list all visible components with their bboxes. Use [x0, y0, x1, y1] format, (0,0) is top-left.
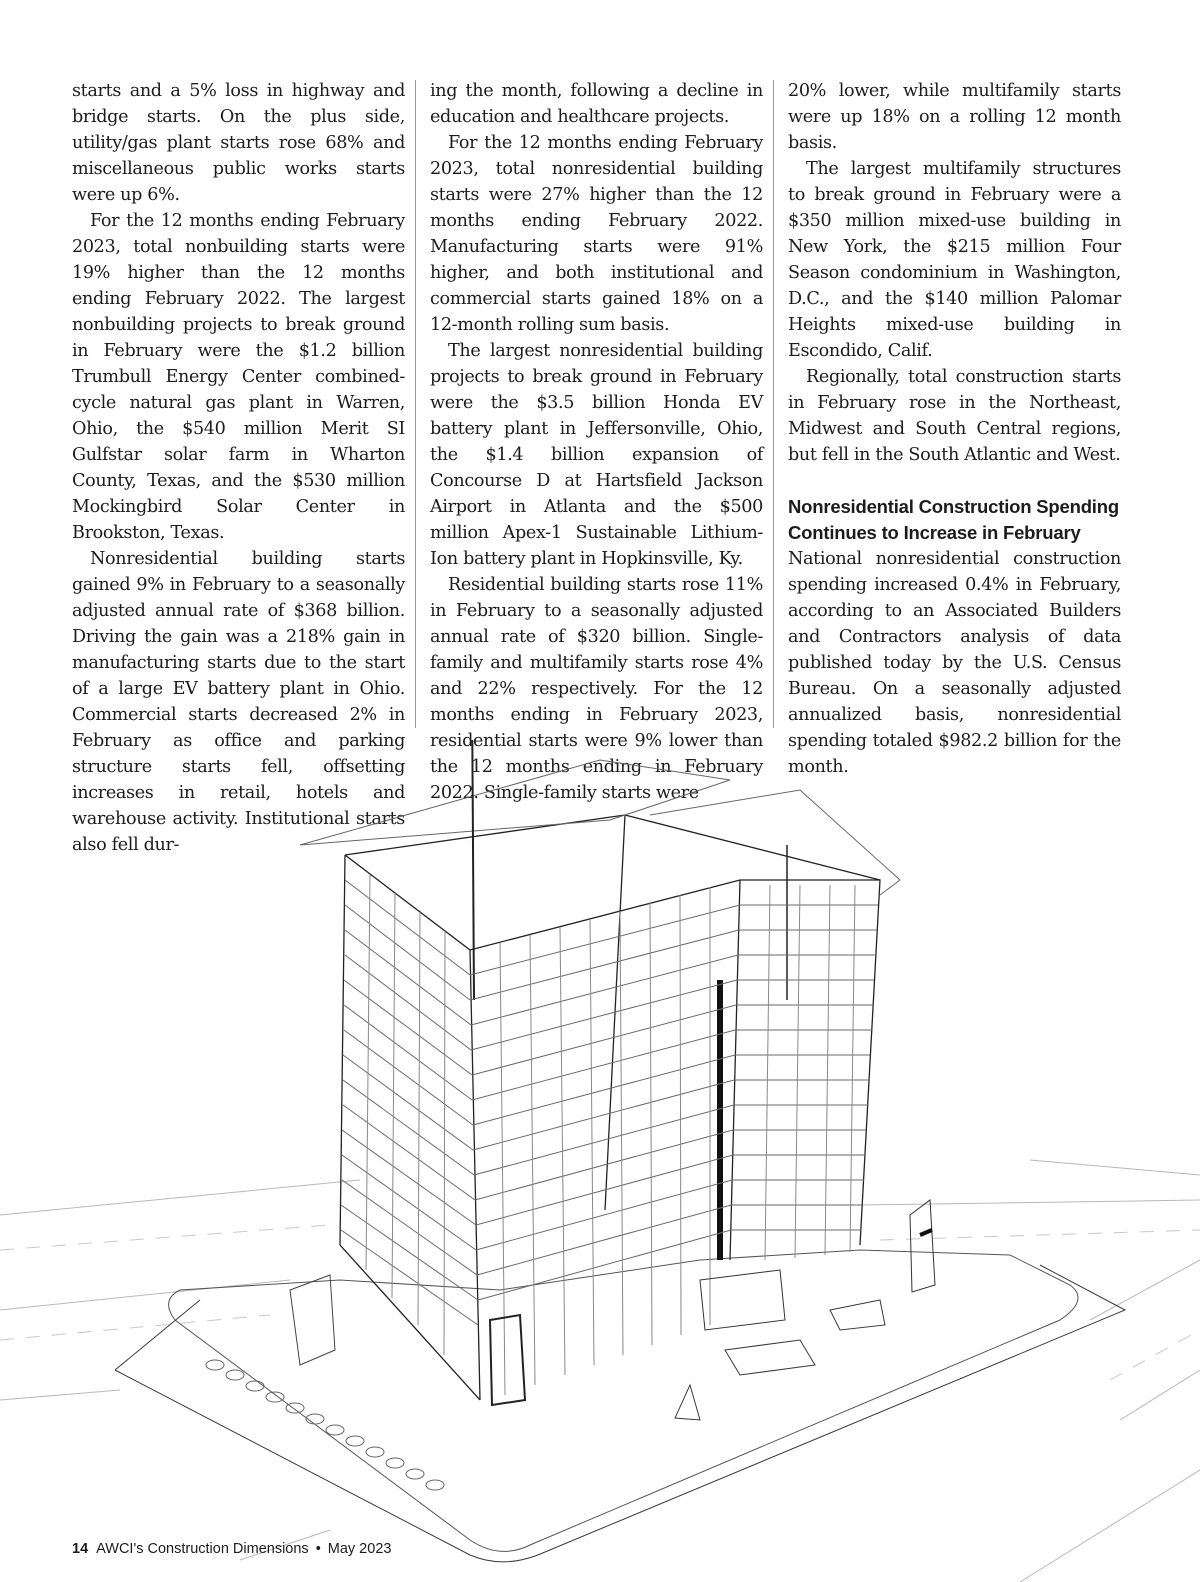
paragraph: ing the month, following a decline in education and healthcare projects.: [430, 81, 763, 127]
section-subhead: Nonresidential Construction Spending Continues to Increase in February: [788, 496, 1119, 543]
paragraph: The largest multifamily structures to break ground in February were a $350 million mixed-use building in New York, the $215 million Four Season condominium in Washington, D.C., and the $140 million Palomar Heights mixed-use building in Escondido, Calif.: [788, 159, 1121, 361]
article-column-2: [430, 78, 763, 806]
column-divider: [773, 80, 774, 728]
footer-separator: •: [315, 1541, 321, 1557]
paragraph: 20% lower, while multifamily starts were up 18% on a rolling 12 month basis.: [788, 81, 1121, 153]
page-number: 14: [72, 1541, 89, 1557]
publication-name: AWCI's Construction Dimensions: [96, 1541, 309, 1557]
issue-date: May 2023: [327, 1541, 392, 1557]
paragraph: starts and a 5% loss in highway and bridge starts. On the plus side, utility/gas plant starts rose 68% and miscellaneous public works starts were up 6%.: [72, 81, 405, 205]
wireframe-building-illustration: [0, 740, 1200, 1582]
page-footer: [72, 1541, 391, 1557]
paragraph: Regionally, total construction starts in February rose in the Northeast, Midwest and South Central regions, but fell in the South Atlantic and West.: [788, 367, 1121, 465]
paragraph: Residential building starts rose 11% in February to a seasonally adjusted annual rate of $320 billion. Single-family and multifamily starts rose 4% and 22% respectively. For the 12 months ending in February 2023, residential starts were 9% lower than the 12 months ending in February 2022. Single-family starts were: [430, 575, 763, 803]
paragraph: For the 12 months ending February 2023, total nonresidential building starts were 27% higher than the 12 months ending February 2022. Manufacturing starts were 91% higher, and both institutional and commercial starts gained 18% on a 12-month rolling sum basis.: [430, 133, 763, 335]
article-column-3: [788, 78, 1121, 780]
paragraph: National nonresidential construction spending increased 0.4% in February, according to an Associated Builders and Contractors analysis of data published today by the U.S. Census Bureau. On a seasonally adjusted annualized basis, nonresidential spending totaled $982.2 billion for the month.: [788, 549, 1121, 777]
paragraph: The largest nonresidential building projects to break ground in February were the $3.5 billion Honda EV battery plant in Jeffersonville, Ohio, the $1.4 billion expansion of Concourse D at Hartsfield Jackson Airport in Atlanta and the $500 million Apex-1 Sustainable Lithium-Ion battery plant in Hopkinsville, Ky.: [430, 341, 763, 569]
paragraph: Nonresidential building starts gained 9% in February to a seasonally adjusted annual rate of $368 billion. Driving the gain was a 218% gain in manufacturing starts due to the start of a large EV battery plant in Ohio. Commercial starts decreased 2% in February as office and parking structure starts fell, offsetting increases in retail, hotels and warehouse activity. Institutional starts also fell dur-: [72, 549, 405, 855]
paragraph: For the 12 months ending February 2023, total nonbuilding starts were 19% higher than the 12 months ending February 2022. The largest nonbuilding projects to break ground in February were the $1.2 billion Trumbull Energy Center combined-cycle natural gas plant in Warren, Ohio, the $540 million Merit SI Gulfstar solar farm in Wharton County, Texas, and the $530 million Mockingbird Solar Center in Brookston, Texas.: [72, 211, 405, 543]
column-divider: [415, 80, 416, 728]
